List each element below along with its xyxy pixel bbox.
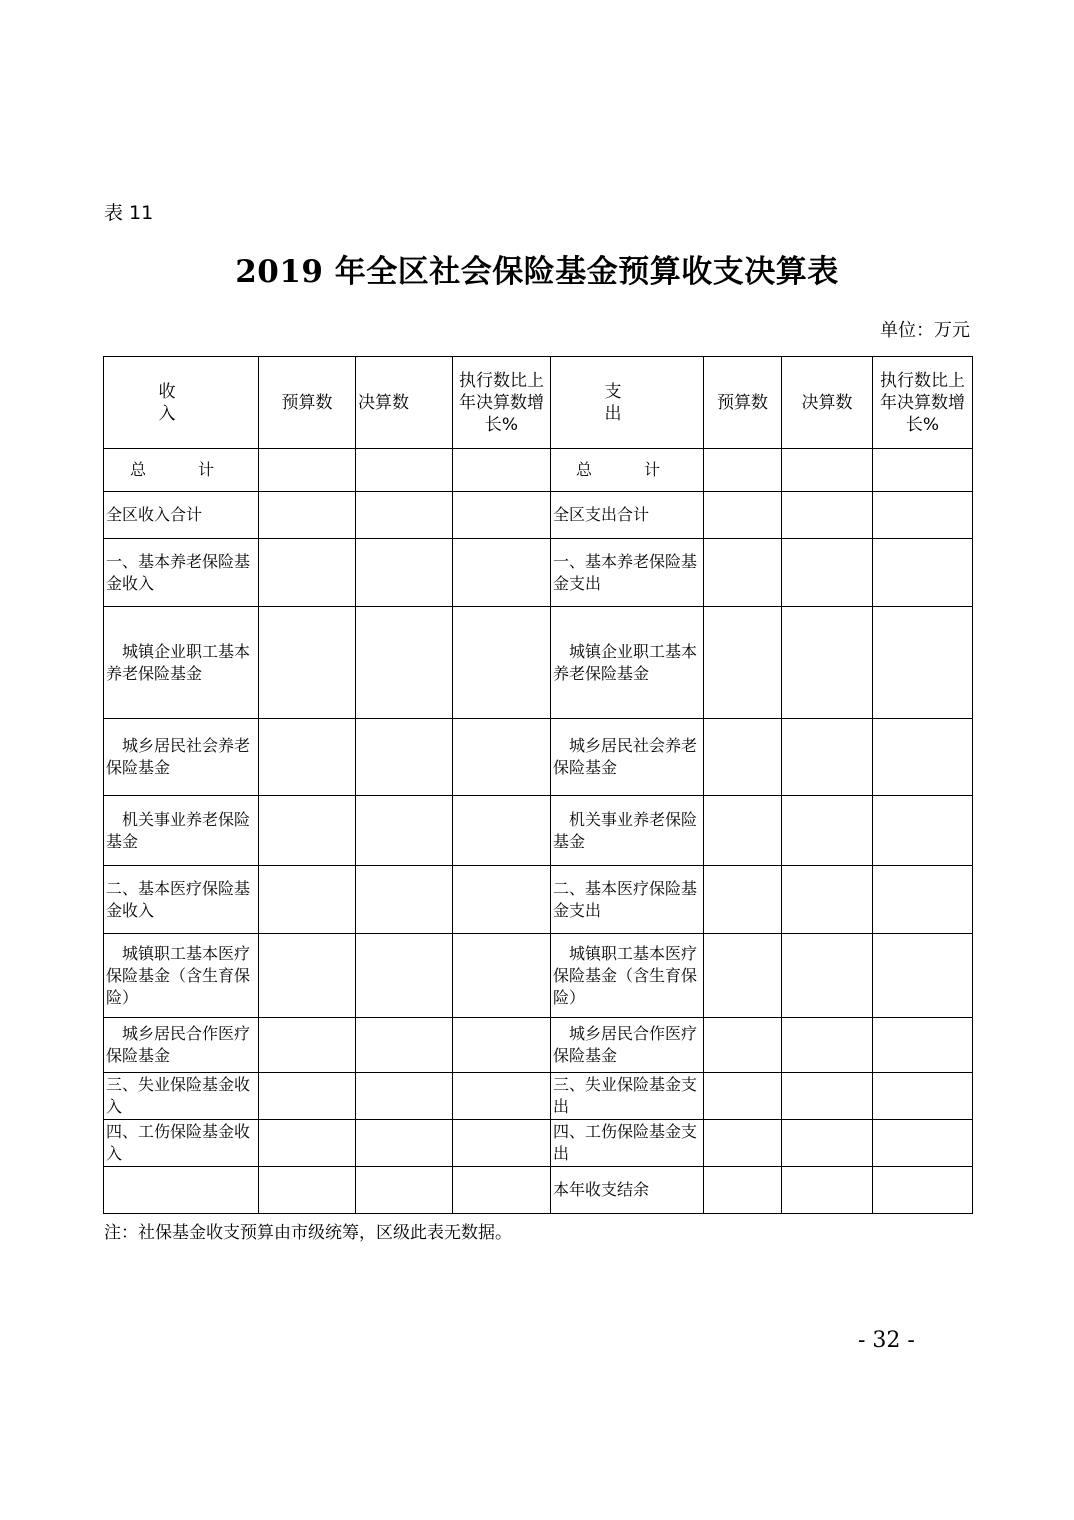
expense-item: 总 计 (551, 449, 704, 492)
value-cell (704, 1120, 782, 1167)
value-cell (453, 492, 551, 539)
value-cell (356, 607, 453, 719)
value-cell (873, 719, 973, 796)
value-cell (873, 1073, 973, 1120)
header-expense: 支 出 (551, 357, 704, 449)
table-label: 表 11 (104, 202, 154, 224)
value-cell (356, 866, 453, 934)
income-item: 城镇职工基本医疗保险基金（含生育保险） (104, 934, 259, 1018)
value-cell (259, 796, 356, 866)
income-item: 城乡居民社会养老保险基金 (104, 719, 259, 796)
footnote: 注：社保基金收支预算由市级统筹，区级此表无数据。 (104, 1223, 512, 1243)
income-item: 机关事业养老保险基金 (104, 796, 259, 866)
table-row (104, 1120, 973, 1167)
income-item: 城镇企业职工基本养老保险基金 (104, 607, 259, 719)
value-cell (259, 719, 356, 796)
value-cell (873, 934, 973, 1018)
value-cell (704, 1167, 782, 1214)
value-cell (453, 719, 551, 796)
expense-item: 城镇职工基本医疗保险基金（含生育保险） (551, 934, 704, 1018)
value-cell (453, 1073, 551, 1120)
income-item (104, 1167, 259, 1214)
expense-item: 全区支出合计 (551, 492, 704, 539)
value-cell (356, 1018, 453, 1073)
value-cell (704, 719, 782, 796)
value-cell (782, 1120, 873, 1167)
table-row (104, 1167, 973, 1214)
budget-table (103, 356, 973, 1214)
value-cell (782, 866, 873, 934)
income-item: 城乡居民合作医疗保险基金 (104, 1018, 259, 1073)
value-cell (259, 449, 356, 492)
value-cell (453, 934, 551, 1018)
income-item: 一、基本养老保险基金收入 (104, 539, 259, 607)
value-cell (704, 492, 782, 539)
value-cell (873, 492, 973, 539)
value-cell (453, 1167, 551, 1214)
value-cell (259, 607, 356, 719)
value-cell (873, 1018, 973, 1073)
value-cell (259, 539, 356, 607)
value-cell (356, 719, 453, 796)
expense-item: 城镇企业职工基本养老保险基金 (551, 607, 704, 719)
value-cell (356, 449, 453, 492)
table-row (104, 796, 973, 866)
table-row (104, 1018, 973, 1073)
expense-item: 机关事业养老保险基金 (551, 796, 704, 866)
value-cell (259, 1073, 356, 1120)
value-cell (704, 1018, 782, 1073)
value-cell (782, 796, 873, 866)
expense-item: 城乡居民合作医疗保险基金 (551, 1018, 704, 1073)
value-cell (704, 449, 782, 492)
table-row (104, 539, 973, 607)
value-cell (356, 1120, 453, 1167)
header-budget-2: 预算数 (704, 357, 782, 449)
header-budget: 预算数 (259, 357, 356, 449)
table-row (104, 866, 973, 934)
value-cell (259, 492, 356, 539)
value-cell (704, 934, 782, 1018)
value-cell (259, 866, 356, 934)
value-cell (873, 1167, 973, 1214)
table-row (104, 719, 973, 796)
value-cell (356, 1167, 453, 1214)
value-cell (356, 1073, 453, 1120)
value-cell (704, 539, 782, 607)
value-cell (782, 539, 873, 607)
expense-item: 四、工伤保险基金支出 (551, 1120, 704, 1167)
value-cell (873, 866, 973, 934)
value-cell (782, 449, 873, 492)
header-row (104, 357, 973, 449)
value-cell (356, 796, 453, 866)
table-row (104, 492, 973, 539)
value-cell (873, 539, 973, 607)
value-cell (782, 607, 873, 719)
table-row (104, 607, 973, 719)
value-cell (453, 1018, 551, 1073)
value-cell (873, 1120, 973, 1167)
table-row (104, 1073, 973, 1120)
value-cell (453, 449, 551, 492)
value-cell (704, 796, 782, 866)
income-item: 三、失业保险基金收入 (104, 1073, 259, 1120)
value-cell (356, 539, 453, 607)
value-cell (356, 492, 453, 539)
value-cell (873, 449, 973, 492)
value-cell (453, 539, 551, 607)
value-cell (782, 934, 873, 1018)
expense-item: 二、基本医疗保险基金支出 (551, 866, 704, 934)
expense-item: 城乡居民社会养老保险基金 (551, 719, 704, 796)
value-cell (782, 1167, 873, 1214)
value-cell (704, 1073, 782, 1120)
value-cell (259, 1167, 356, 1214)
value-cell (782, 492, 873, 539)
income-item: 四、工伤保险基金收入 (104, 1120, 259, 1167)
expense-item: 三、失业保险基金支出 (551, 1073, 704, 1120)
income-item: 二、基本医疗保险基金收入 (104, 866, 259, 934)
value-cell (356, 934, 453, 1018)
page-title: 2019 年全区社会保险基金预算收支决算表 (235, 254, 839, 290)
expense-item: 本年收支结余 (551, 1167, 704, 1214)
value-cell (782, 1073, 873, 1120)
value-cell (259, 1120, 356, 1167)
value-cell (782, 1018, 873, 1073)
value-cell (704, 607, 782, 719)
income-item: 总 计 (104, 449, 259, 492)
value-cell (259, 1018, 356, 1073)
income-item: 全区收入合计 (104, 492, 259, 539)
value-cell (259, 934, 356, 1018)
header-final-2: 决算数 (782, 357, 873, 449)
header-income: 收 入 (104, 357, 259, 449)
value-cell (453, 796, 551, 866)
page-number: - 32 - (858, 1328, 915, 1353)
header-final: 决算数 (356, 357, 453, 449)
table-row (104, 449, 973, 492)
value-cell (873, 796, 973, 866)
header-growth-2: 执行数比上年决算数增长% (873, 357, 973, 449)
value-cell (704, 866, 782, 934)
value-cell (453, 1120, 551, 1167)
value-cell (453, 607, 551, 719)
header-growth: 执行数比上年决算数增长% (453, 357, 551, 449)
expense-item: 一、基本养老保险基金支出 (551, 539, 704, 607)
table-row (104, 934, 973, 1018)
value-cell (873, 607, 973, 719)
value-cell (782, 719, 873, 796)
value-cell (453, 866, 551, 934)
unit-label: 单位：万元 (880, 320, 970, 341)
